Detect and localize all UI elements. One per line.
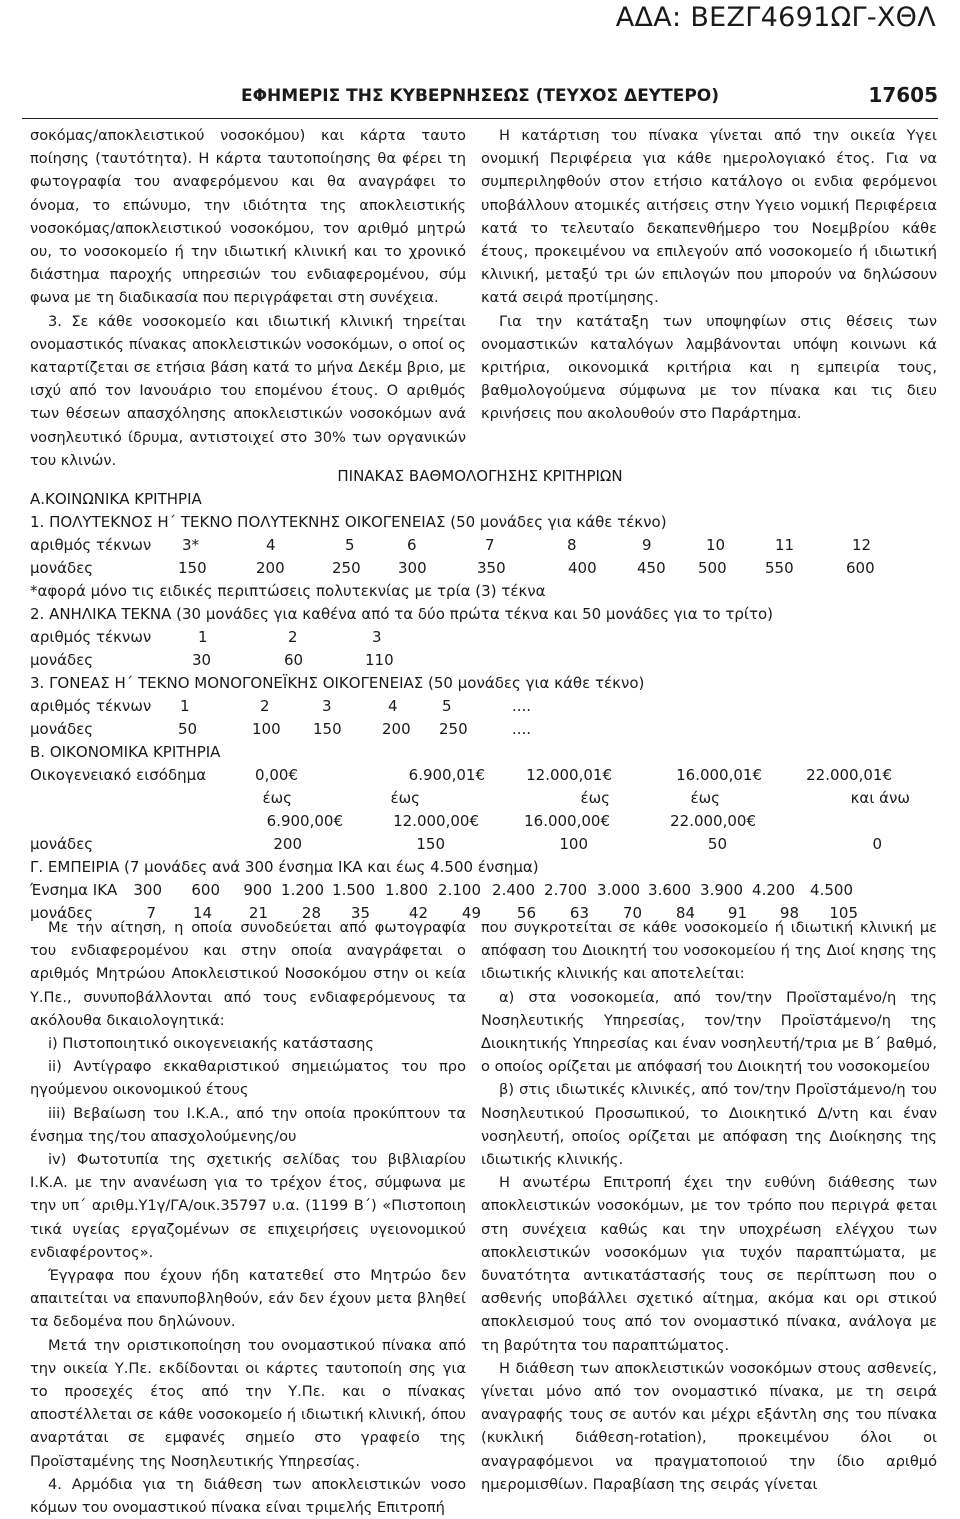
income-word-row — [30, 787, 930, 810]
table-cell: 3.900 — [700, 881, 743, 899]
row-label: μονάδες — [30, 720, 94, 738]
table-cell: 9 — [642, 536, 652, 554]
income-units-row — [30, 833, 930, 856]
table-cell: 22.000,00€ — [670, 812, 756, 830]
table-cell: 1.800 — [385, 881, 428, 899]
table-cell: 250 — [439, 720, 468, 738]
a1-children-row — [30, 534, 930, 557]
criterion-a3-title: 3. ΓΟΝΕΑΣ Η΄ ΤΕΚΝΟ ΜΟΝΟΓΟΝΕΪΚΗΣ ΟΙΚΟΓΕΝΕΙΑΣ (50 μονάδες για κάθε τέκνο) — [30, 674, 645, 692]
table-cell: έως — [690, 789, 720, 807]
table-cell: 600 — [846, 559, 875, 577]
table-cell: 4.500 — [810, 881, 853, 899]
table-cell: 56 — [516, 904, 536, 922]
table-cell: 2.700 — [544, 881, 587, 899]
table-cell: 10 — [706, 536, 726, 554]
table-cell: 2.400 — [492, 881, 535, 899]
table-cell: 600 — [191, 881, 220, 899]
gazette-header — [0, 83, 960, 112]
table-cell: 50 — [178, 720, 198, 738]
criterion-a2-title: 2. ΑΝΗΛΙΚΑ ΤΕΚΝΑ (30 μονάδες για καθένα από τα δύο πρώτα τέκνα και 50 μονάδες για το τρίτο) — [30, 605, 774, 623]
a1-units-row — [30, 557, 930, 580]
table-cell: 0,00€ — [255, 766, 298, 784]
table-cell: 250 — [332, 559, 361, 577]
row-label: Ένσημα ΙΚΑ — [30, 881, 118, 899]
table-cell: 98 — [779, 904, 799, 922]
table-cell: 22.000,01€ — [806, 766, 892, 784]
table-cell: .... — [512, 697, 532, 715]
scoring-table — [30, 465, 930, 925]
table-cell: 150 — [178, 559, 207, 577]
row-label: αριθμός τέκνων — [30, 536, 152, 554]
table-cell: 4 — [388, 697, 398, 715]
table-cell: 200 — [256, 559, 285, 577]
list-item: ii) Αντίγραφο εκκαθαριστικού σημειώματος του προ ηγούμενου οικονομικού έτους — [30, 1058, 466, 1099]
table-cell: 21 — [248, 904, 268, 922]
row-label: αριθμός τέκνων — [30, 697, 152, 715]
table-cell: 2 — [288, 628, 298, 646]
table-cell: 1 — [180, 697, 190, 715]
table-cell: 8 — [567, 536, 577, 554]
table-cell: 200 — [273, 835, 302, 853]
row-label: μονάδες — [30, 904, 94, 922]
table-cell: 4.200 — [752, 881, 795, 899]
paragraph: 4. Αρμόδια για τη διάθεση των αποκλειστικών νοσο κόμων του ονομαστικού πίνακα είναι τριμελής Επιτροπή — [30, 1475, 466, 1517]
table-cell: 3* — [182, 536, 200, 554]
criterion-a1-title: 1. ΠΟΛΥΤΕΚΝΟΣ Η΄ ΤΕΚΝΟ ΠΟΛΥΤΕΚΝΗΣ ΟΙΚΟΓΕΝΕΙΑΣ (50 μονάδες για κάθε τέκνο) — [30, 513, 667, 531]
table-cell: έως — [390, 789, 420, 807]
table-cell: 300 — [133, 881, 162, 899]
table-cell: 30 — [192, 651, 212, 669]
a3-units-row — [30, 718, 930, 741]
page-number: 17605 — [868, 83, 938, 107]
row-label: Οικογενειακό εισόδημα — [30, 766, 207, 784]
column-top-right — [481, 124, 937, 426]
paragraph: Η κατάρτιση του πίνακα γίνεται από την οικεία Υγει ονομική Περιφέρεια για κάθε ημερολογιακό έτος. Για να συμπεριληφθούν στον ετήσιο κατάλογο οι ενδια φερόμενοι υποβάλλουν ατομικές αιτήσεις στην Υγειο νομική Περιφέρεια κατά το τελευταίο δεκαπενθήμερο του Νοεμβρίου κάθε έτους, προκειμένου να επιλεγούν από νοσοκομείο ή ιδιωτική κλινική, μεταξύ τρι ών επιλογών που μπορούν να δηλώσουν κατά σειρά προτίμησης. — [481, 127, 937, 307]
table-cell: 0 — [872, 835, 882, 853]
list-item: α) στα νοσοκομεία, από τον/την Προϊσταμένο/η της Νοσηλευτικής Υπηρεσίας, τον/την Προϊστάμενο/η της Διοικητικής Υπηρεσίας και έναν νοσηλευτή/τρια με Β΄ βαθμό, ο οποίος ορίζεται με απόφασή του Διοικητή του νοσοκομείου — [481, 988, 937, 1076]
section-b-heading: Β. ΟΙΚΟΝΟΜΙΚΑ ΚΡΙΤΗΡΙΑ — [30, 743, 221, 761]
section-c-heading: Γ. ΕΜΠΕΙΡΙΑ (7 μονάδες ανά 300 ένσημα ΙΚΑ και έως 4.500 ένσημα) — [30, 858, 539, 876]
row-label: μονάδες — [30, 559, 94, 577]
a2-children-row — [30, 626, 930, 649]
table-cell: 7 — [485, 536, 495, 554]
table-cell: 150 — [313, 720, 342, 738]
table-cell: 150 — [416, 835, 445, 853]
table-cell: 100 — [252, 720, 281, 738]
column-bottom-left — [30, 916, 466, 1519]
list-item: iv) Φωτοτυπία της σχετικής σελίδας του βιβλιαρίου Ι.Κ.Α. με την ανανέωση για το τρέχον έτος, σύμφωνα με την υπ΄ αριθμ.Υ1γ/ΓΑ/οικ.35797 υ.α. (1199 Β΄) «Πιστοποιη τικά υγείας εργαζομένων σε επιχειρήσεις υγειονομικού ενδιαφέροντος». — [30, 1151, 466, 1261]
table-cell: 2 — [260, 697, 270, 715]
table-cell: 70 — [622, 904, 642, 922]
income-to-row — [30, 810, 930, 833]
gazette-title: ΕΦΗΜΕΡΙΣ ΤΗΣ ΚΥΒΕΡΝΗΣΕΩΣ (ΤΕΥΧΟΣ ΔΕΥΤΕΡΟ) — [240, 86, 720, 106]
table-cell: 49 — [461, 904, 481, 922]
column-bottom-right — [481, 916, 937, 1496]
table-cell: 550 — [765, 559, 794, 577]
paragraph: Μετά την οριστικοποίηση του ονομαστικού πίνακα από την οικεία Υ.Πε. εκδίδονται οι κάρτες ταυτοποίη σης για το προσεχές έτος από την Υ.Πε. και ο πίνακας αποστέλλεται σε κάθε νοσοκομείο ή ιδιωτική κλινική, όπου αναρτάται σε εμφανές σημείο στο γραφείο της Προϊσταμένης της Νοσηλευτικής Υπηρεσίας. — [30, 1336, 466, 1470]
table-cell: 11 — [775, 536, 795, 554]
table-cell: 6 — [407, 536, 417, 554]
table-cell: 100 — [559, 835, 588, 853]
a2-units-row — [30, 649, 930, 672]
paragraph: Για την κατάταξη των υποψηφίων στις θέσεις των ονομαστικών καταλόγων λαμβάνονται υπόψη κοινωνι κά κριτήρια, οικονομικά κριτήρια και η εμπειρία τους, βαθμολογούμενα σύμφωνα με τον πίνακα και τις διευ κρινήσεις που ακολουθούν στο Παράρτημα. — [481, 312, 937, 423]
table-cell: 1.500 — [332, 881, 375, 899]
table-cell: 2.100 — [438, 881, 481, 899]
table-cell: και άνω — [850, 789, 910, 807]
table-cell: 105 — [829, 904, 858, 922]
table-cell: 3.600 — [648, 881, 691, 899]
table-cell: 3 — [322, 697, 332, 715]
table-cell: 4 — [266, 536, 276, 554]
table-cell: 7 — [146, 904, 156, 922]
table-cell: 450 — [637, 559, 666, 577]
table-cell: 500 — [698, 559, 727, 577]
table-cell: 12.000,01€ — [526, 766, 612, 784]
section-a-heading: Α.ΚΟΙΝΩΝΙΚΑ ΚΡΙΤΗΡΙΑ — [30, 490, 202, 508]
table-cell: .... — [512, 720, 532, 738]
table-cell: 12 — [852, 536, 872, 554]
table-cell: 28 — [301, 904, 321, 922]
table-cell: 900 — [243, 881, 272, 899]
table-cell: έως — [262, 789, 292, 807]
list-item: β) στις ιδιωτικές κλινικές, από τον/την Προϊστάμενο/η του Νοσηλευτικού Προσωπικού, το Διοικητικό Δ/ντη και έναν νοσηλευτή, οποίος ορίζεται με απόφαση της Διοίκησης της ιδιωτικής κλινικής. — [481, 1081, 937, 1169]
table-cell: 110 — [365, 651, 394, 669]
table-cell: 3.000 — [597, 881, 640, 899]
paragraph: Η ανωτέρω Επιτροπή έχει την ευθύνη διάθεσης των αποκλειστικών νοσοκόμων, με τον τρόπο που περιγρά φεται στη συνέχεια καθώς και την υποχρέωση ελέγχου των αποκλειστικών νοσοκόμων για τυχόν παραπτώματα, με δυνατότητα αντικατάστασής τους σε περίπτωση που ο ασθενής υποβάλλει σχετικό αίτημα, ακόμα και ορι στικού αποκλεισμού τους από τον ονομαστικό πίνακα, ανάλογα με τη βαρύτητα του παραπτώματος. — [481, 1174, 937, 1354]
paragraph: σοκόμας/αποκλειστικού νοσοκόμου) και κάρτα ταυτο ποίησης (ταυτότητα). Η κάρτα ταυτοποίησης θα φέρει τη φωτογραφία του αναφερόμενου και θα αναγράφει το όνομα, το επώνυμο, την ιδιότητα της αποκλειστικής νοσοκόμας/αποκλειστικού νοσοκόμου, τον αριθμό μητρώ ου, το νοσοκομείο ή την ιδιωτική κλινική και το χρονικό διάστημα παροχής υπηρεσιών του ενδιαφερομένου, σύμ φωνα με τη διαδικασία που περιγράφεται στη συνέχεια. — [30, 127, 466, 307]
paragraph: Έγγραφα που έχουν ήδη κατατεθεί στο Μητρώο δεν απαιτείται να επανυποβληθούν, εάν δεν έχουν μετα βληθεί τα δεδομένα που δηλώνουν. — [30, 1267, 466, 1331]
table-cell: 400 — [568, 559, 597, 577]
header-rule — [22, 118, 938, 119]
table-cell: 12.000,00€ — [393, 812, 479, 830]
table-cell: 16.000,00€ — [524, 812, 610, 830]
paragraph: Η διάθεση των αποκλειστικών νοσοκόμων στους ασθενείς, γίνεται μόνο από τον ονομαστικό πίνακα, με τη σειρά αναγραφής τους σε αυτόν και μέχρι εξάντλη σης του πίνακα (κυκλική διάθεση-rotation), προκειμένου όλοι οι αναγραφόμενοι να πραγματοποιού την ίδιο αριθμό ημερομισθίων. Παραβίαση της σειράς γίνεται — [481, 1359, 937, 1493]
table-title: ΠΙΝΑΚΑΣ ΒΑΘΜΟΛΟΓΗΣΗΣ ΚΡΙΤΗΡΙΩΝ — [337, 467, 623, 485]
table-cell: 350 — [477, 559, 506, 577]
table-cell: 300 — [398, 559, 427, 577]
table-cell: 14 — [192, 904, 212, 922]
table-cell: 91 — [727, 904, 747, 922]
stamps-row — [30, 879, 930, 902]
table-cell: 42 — [408, 904, 428, 922]
table-cell: 50 — [707, 835, 727, 853]
row-label: μονάδες — [30, 651, 94, 669]
list-item: iii) Βεβαίωση του Ι.Κ.Α., από την οποία προκύπτουν τα ένσημα της/του απασχολούμενης/ου — [30, 1104, 466, 1145]
table-cell: έως — [580, 789, 610, 807]
row-label: αριθμός τέκνων — [30, 628, 152, 646]
row-label: μονάδες — [30, 835, 94, 853]
table-cell: 6.900,01€ — [408, 766, 485, 784]
table-cell: 5 — [345, 536, 355, 554]
ada-code: ΑΔΑ: ΒΕΖΓ4691ΩΓ-ΧΘΛ — [615, 2, 936, 33]
paragraph: 3. Σε κάθε νοσοκομείο και ιδιωτική κλινική τηρείται ονομαστικός πίνακας αποκλειστικών νοσοκόμων, ο οποί ος καταρτίζεται σε ετήσια βάση κατά το μήνα Δεκέμ βριο, με ισχύ από τον Ιανουάριο του επομένου έτους. Ο αριθμός των θέσεων απασχόλησης αποκλειστικών νοσοκόμων ανά νοσηλευτικό ίδρυμα, αντιστοιχεί στο 30% των οργανικών του κλινών. — [30, 312, 466, 469]
table-cell: 84 — [675, 904, 695, 922]
table-cell: 60 — [284, 651, 304, 669]
table-cell: 5 — [442, 697, 452, 715]
table-cell: 63 — [569, 904, 589, 922]
list-item: i) Πιστοποιητικό οικογενειακής κατάστασης — [48, 1035, 374, 1053]
table-cell: 16.000,01€ — [676, 766, 762, 784]
table-cell: 1.200 — [281, 881, 324, 899]
table-cell: 1 — [198, 628, 208, 646]
paragraph: Με την αίτηση, η οποία συνοδεύεται από φωτογραφία του ενδιαφερομένου και στην οποία αναγράφεται ο αριθμός Μητρώου Αποκλειστικού Νοσοκόμου στην οι κεία Υ.Πε., συνυποβάλλονται από τους ενδιαφερόμενους τα ακόλουθα δικαιολογητικά: — [30, 919, 466, 1029]
table-cell: 200 — [382, 720, 411, 738]
paragraph: που συγκροτείται σε κάθε νοσοκομείο ή ιδιωτική κλινική με απόφαση του Διοικητή του νοσοκομείου ή της Διοί κησης της ιδιωτικής κλινικής και αποτελείται: — [481, 919, 937, 983]
a3-children-row — [30, 695, 930, 718]
table-cell: 3 — [372, 628, 382, 646]
income-from-row — [30, 764, 930, 787]
table-cell: 6.900,00€ — [266, 812, 343, 830]
table-cell: 35 — [350, 904, 370, 922]
criterion-a1-note: *αφορά μόνο τις ειδικές περιπτώσεις πολυτεκνίας με τρία (3) τέκνα — [30, 582, 546, 600]
column-top-left — [30, 124, 466, 472]
